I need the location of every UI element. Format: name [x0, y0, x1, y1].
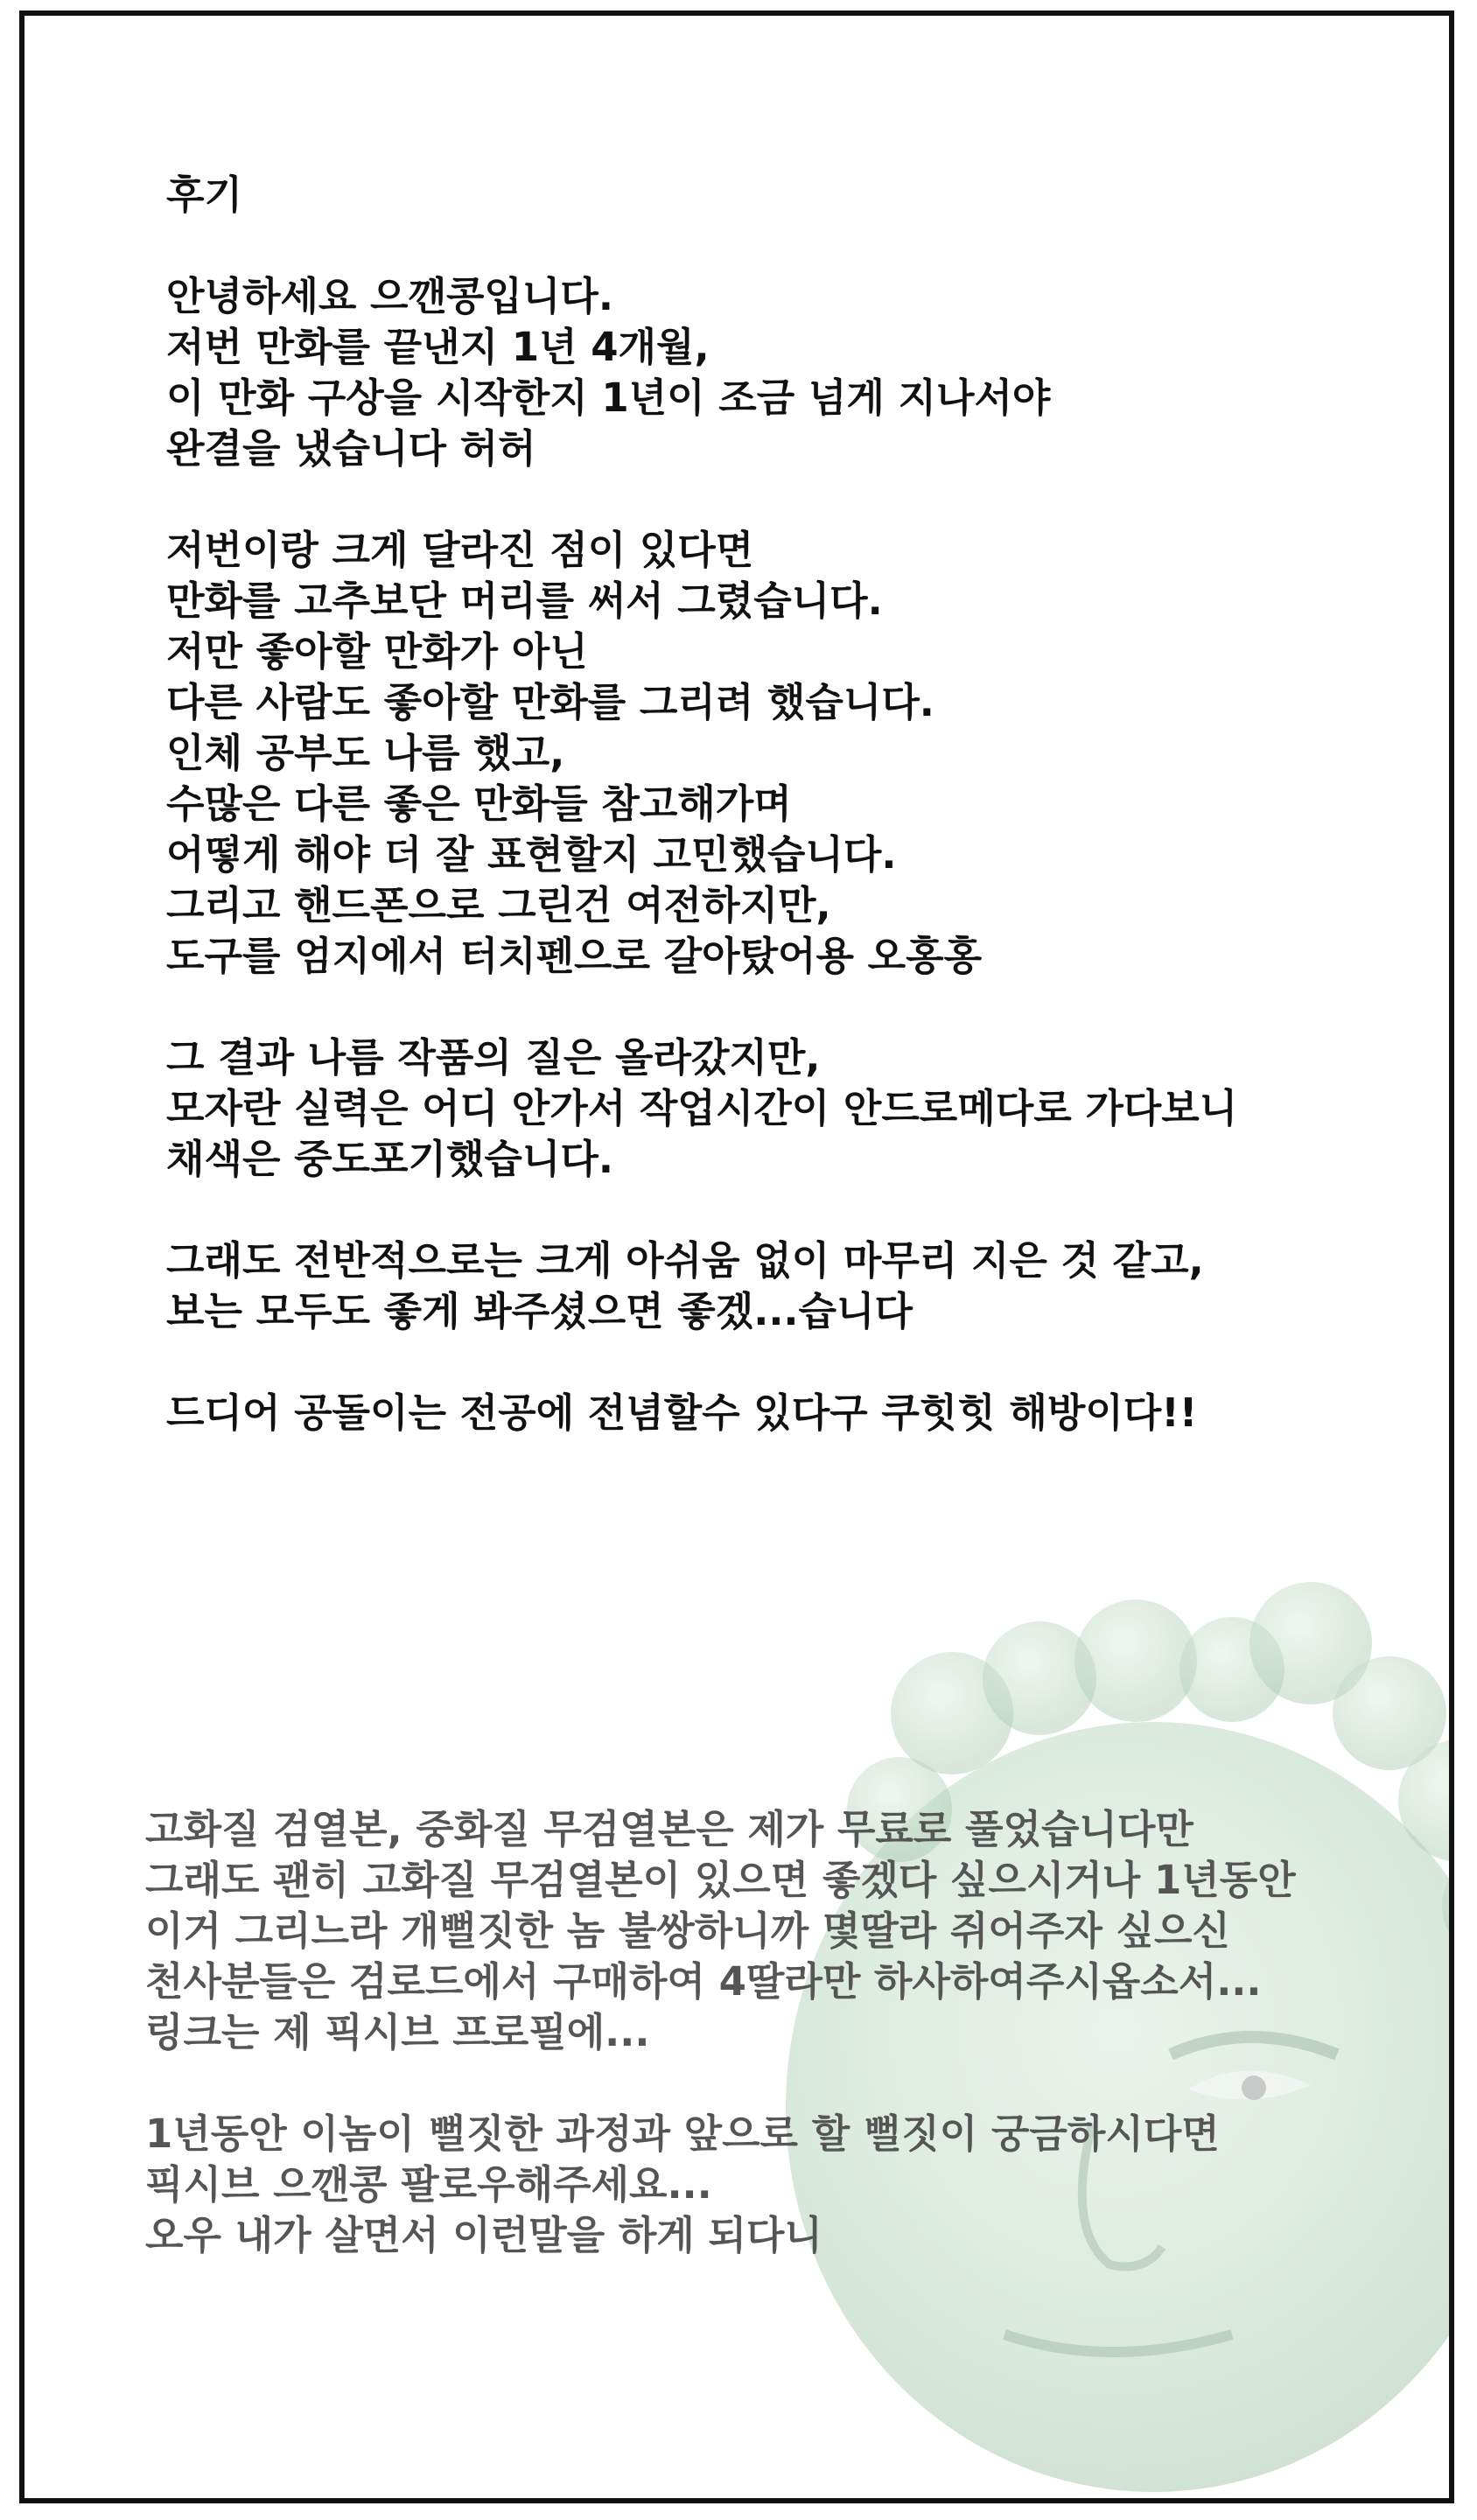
text-line: 수많은 다른 좋은 만화들 참고해가며	[166, 780, 792, 827]
text-line: 보는 모두도 좋게 봐주셨으면 좋겠...습니다	[166, 1288, 913, 1334]
comic-panel	[19, 10, 1454, 2503]
note-line: 천사분들은 검로드에서 구매하여 4딸라만 하사하여주시옵소서...	[145, 1958, 1262, 2005]
text-line: 그래도 전반적으로는 크게 아쉬움 없이 마무리 지은 것 같고,	[166, 1237, 1204, 1284]
note-line: 고화질 검열본, 중화질 무검열본은 제가 무료로 풀었습니다만	[145, 1806, 1194, 1852]
text-line: 만화를 고추보단 머리를 써서 그렸습니다.	[166, 578, 883, 624]
text-line: 도구를 엄지에서 터치펜으로 갈아탔어용 오홍홍	[166, 933, 983, 979]
text-line: 어떻게 해야 더 잘 표현할지 고민했습니다.	[166, 831, 897, 878]
purchase-notes	[145, 1804, 1405, 2261]
text-line: 인체 공부도 나름 했고,	[166, 730, 565, 776]
text-line: 이 만화 구상을 시작한지 1년이 조금 넘게 지나서야	[166, 374, 1051, 421]
note-line: 오우 내가 살면서 이런말을 하게 되다니	[145, 2212, 822, 2258]
text-line: 저만 좋아할 만화가 아닌	[166, 628, 588, 675]
text-line: 채색은 중도포기했습니다.	[166, 1136, 613, 1182]
text-line: 완결을 냈습니다 허허	[166, 425, 536, 472]
note-line: 링크는 제 픽시브 프로필에...	[145, 2009, 650, 2055]
afterword-text	[166, 170, 1426, 1438]
text-line: 다른 사람도 좋아할 만화를 그리려 했습니다.	[166, 679, 934, 725]
note-line: 1년동안 이놈이 뻘짓한 과정과 앞으로 할 뻘짓이 궁금하시다면	[145, 2110, 1220, 2157]
text-line: 그리고 핸드폰으로 그린건 여전하지만,	[166, 882, 831, 928]
note-line: 이거 그리느라 개뻘짓한 놈 불쌍하니까 몇딸라 쥐어주자 싶으신	[145, 1908, 1230, 1954]
text-line: 드디어 공돌이는 전공에 전념할수 있다구 쿠힛힛 해방이다!!	[166, 1390, 1198, 1436]
note-line: 픽시브 으깬콩 팔로우해주세요...	[145, 2161, 712, 2208]
text-line: 모자란 실력은 어디 안가서 작업시간이 안드로메다로 가다보니	[166, 1085, 1238, 1131]
text-line: 저번이랑 크게 달라진 점이 있다면	[166, 527, 754, 573]
text-line: 안녕하세요 으깬콩입니다.	[166, 273, 613, 319]
afterword-title: 후기	[166, 172, 242, 218]
text-line: 저번 만화를 끝낸지 1년 4개월,	[166, 324, 710, 370]
note-line: 그래도 괜히 고화질 무검열본이 있으면 좋겠다 싶으시거나 1년동안	[145, 1857, 1296, 1903]
text-line: 그 결과 나름 작품의 질은 올라갔지만,	[166, 1034, 821, 1081]
